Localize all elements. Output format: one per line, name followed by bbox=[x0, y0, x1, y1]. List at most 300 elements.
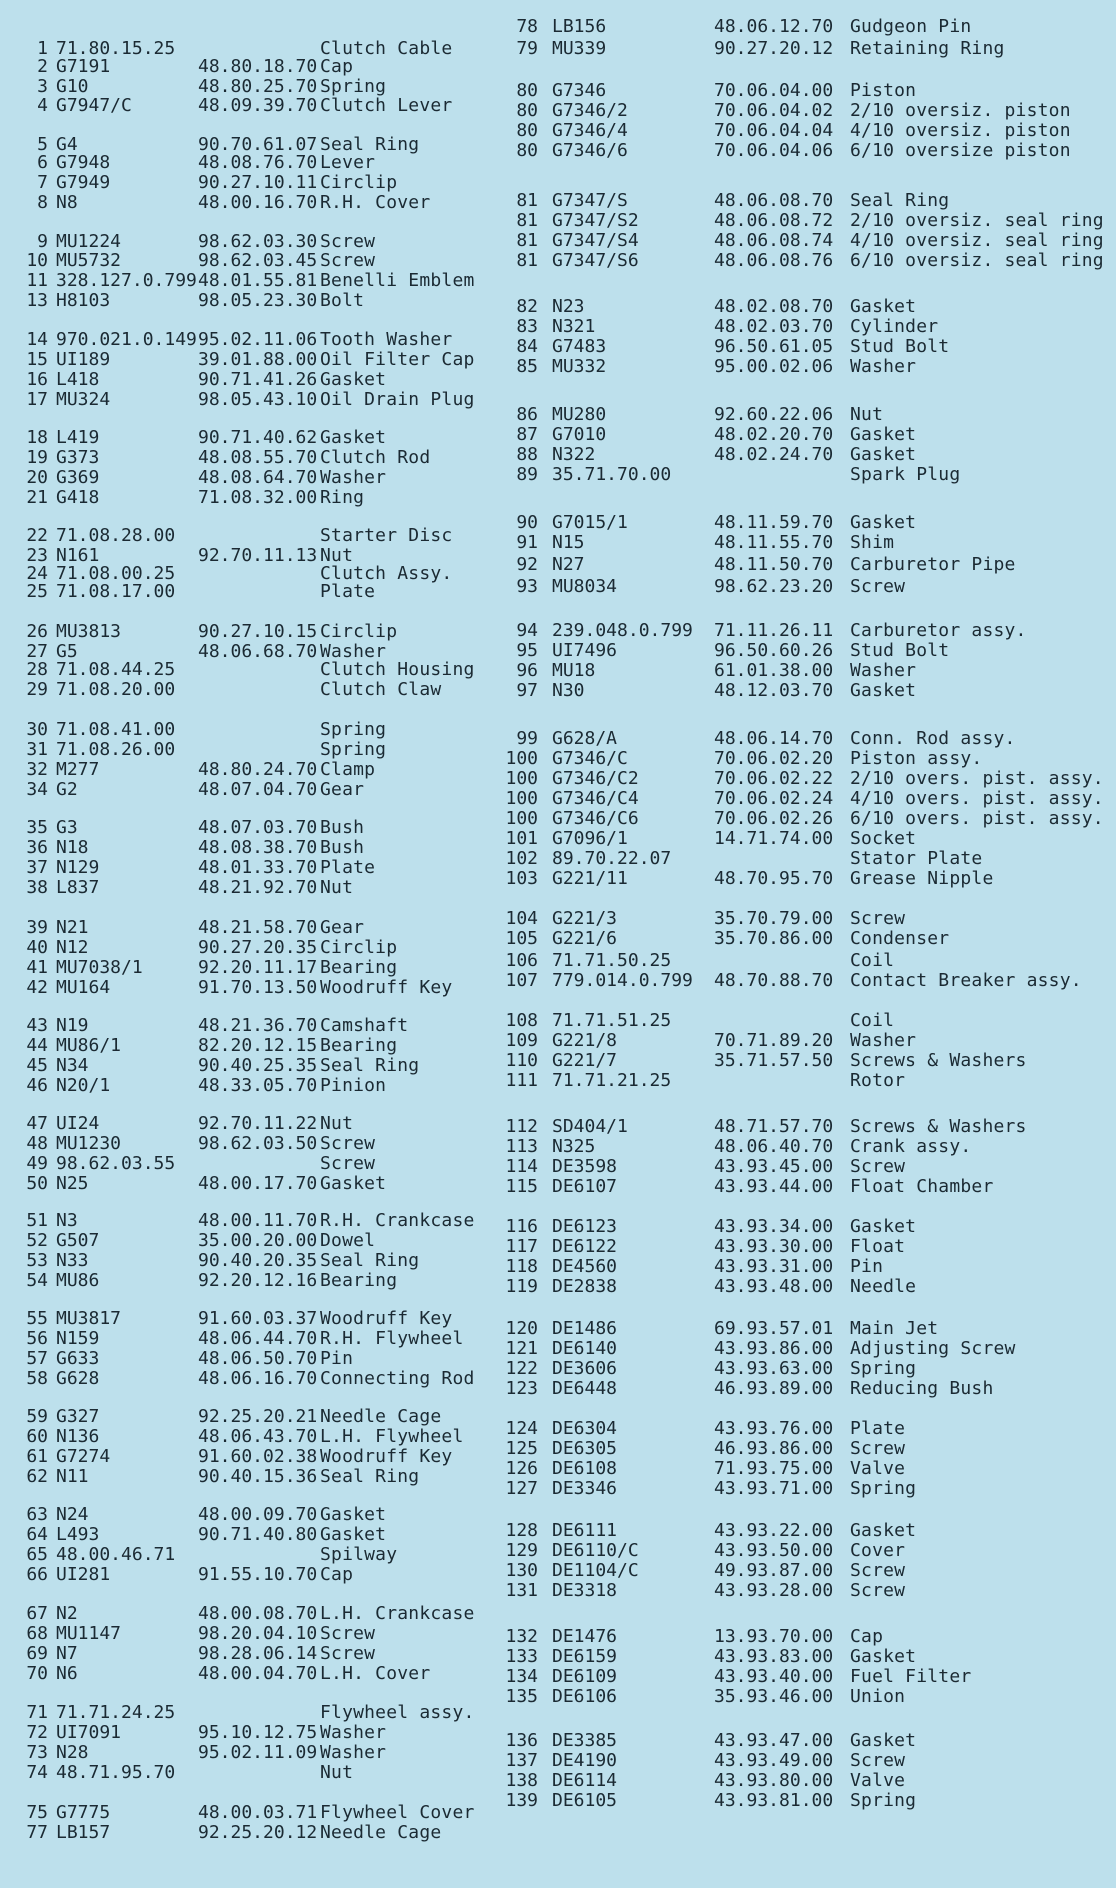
part-row bbox=[500, 464, 1116, 486]
part-code: MU280 bbox=[552, 404, 607, 425]
part-ref-number: 80 bbox=[516, 100, 538, 121]
part-ref-number: 40 bbox=[26, 937, 48, 958]
part-description: Nut bbox=[320, 545, 354, 566]
catalog-number: 48.06.08.74 bbox=[714, 230, 834, 251]
catalog-number: 43.93.28.00 bbox=[714, 1580, 834, 1601]
part-description: Clutch Cable bbox=[320, 38, 453, 59]
part-description: 4/10 overs. pist. assy. bbox=[850, 788, 1104, 809]
part-description: Socket bbox=[850, 828, 917, 849]
part-code: 71.08.20.00 bbox=[56, 679, 176, 700]
catalog-number: 48.00.08.70 bbox=[198, 1603, 318, 1624]
part-ref-number: 32 bbox=[26, 759, 48, 780]
catalog-number: 98.05.43.10 bbox=[198, 389, 318, 410]
catalog-number: 48.06.14.70 bbox=[714, 728, 834, 749]
catalog-number: 90.27.20.12 bbox=[714, 38, 834, 59]
part-ref-number: 80 bbox=[516, 120, 538, 141]
part-code: MU1147 bbox=[56, 1623, 122, 1644]
part-description: Nut bbox=[320, 1762, 354, 1783]
catalog-number: 48.02.24.70 bbox=[714, 444, 834, 465]
catalog-number: 90.40.15.36 bbox=[198, 1466, 318, 1487]
part-description: Screw bbox=[320, 231, 376, 252]
part-row bbox=[500, 424, 1116, 446]
part-code: LB156 bbox=[552, 16, 607, 37]
part-ref-number: 27 bbox=[26, 641, 48, 662]
catalog-number: 92.60.22.06 bbox=[714, 404, 834, 425]
part-ref-number: 16 bbox=[26, 369, 48, 390]
part-ref-number: 84 bbox=[516, 336, 538, 357]
part-row bbox=[0, 1663, 500, 1685]
part-code: G369 bbox=[56, 467, 100, 488]
part-code: 71.80.15.25 bbox=[56, 38, 176, 59]
catalog-number: 43.93.76.00 bbox=[714, 1418, 834, 1439]
part-description: R.H. Flywheel bbox=[320, 1328, 464, 1349]
part-ref-number: 49 bbox=[26, 1153, 48, 1174]
part-code: N2 bbox=[56, 1603, 78, 1624]
part-code: G7346/C bbox=[552, 748, 628, 769]
catalog-number: 43.93.31.00 bbox=[714, 1256, 834, 1277]
part-description: Shim bbox=[850, 532, 895, 553]
part-ref-number: 80 bbox=[516, 140, 538, 161]
part-code: G3 bbox=[56, 817, 78, 838]
part-description: 2/10 overs. pist. assy. bbox=[850, 768, 1104, 789]
part-ref-number: 100 bbox=[505, 748, 538, 769]
part-row bbox=[500, 210, 1116, 232]
part-description: Gasket bbox=[320, 427, 387, 448]
catalog-number: 35.70.79.00 bbox=[714, 908, 834, 929]
part-row bbox=[500, 728, 1116, 750]
part-row bbox=[0, 1446, 500, 1468]
part-code: G7347/S2 bbox=[552, 210, 639, 231]
part-code: MU164 bbox=[56, 977, 111, 998]
part-row bbox=[500, 1560, 1116, 1582]
catalog-number: 90.40.25.35 bbox=[198, 1055, 318, 1076]
part-description: R.H. Crankcase bbox=[320, 1210, 475, 1231]
part-description: 4/10 oversiz. piston bbox=[850, 120, 1071, 141]
part-ref-number: 93 bbox=[516, 576, 538, 597]
part-description: Needle Cage bbox=[320, 1406, 442, 1427]
part-code: MU8034 bbox=[552, 576, 618, 597]
part-ref-number: 132 bbox=[505, 1626, 538, 1647]
part-row bbox=[0, 1603, 500, 1625]
part-row bbox=[0, 487, 500, 509]
part-description: Nut bbox=[320, 1113, 354, 1134]
part-description: Seal Ring bbox=[320, 1250, 420, 1271]
part-row bbox=[0, 1210, 500, 1232]
part-description: Camshaft bbox=[320, 1015, 409, 1036]
part-description: L.H. Cover bbox=[320, 1663, 431, 1684]
part-ref-number: 81 bbox=[516, 210, 538, 231]
part-row bbox=[0, 1075, 500, 1097]
part-ref-number: 4 bbox=[37, 95, 48, 116]
catalog-number: 90.71.41.26 bbox=[198, 369, 318, 390]
catalog-number: 95.00.02.06 bbox=[714, 356, 834, 377]
part-code: DE6305 bbox=[552, 1438, 618, 1459]
part-description: Gasket bbox=[850, 1730, 917, 1751]
part-row bbox=[500, 512, 1116, 534]
catalog-number: 46.93.89.00 bbox=[714, 1378, 834, 1399]
part-ref-number: 72 bbox=[26, 1722, 48, 1743]
part-code: G221/8 bbox=[552, 1030, 618, 1051]
part-description: 4/10 oversiz. seal ring bbox=[850, 230, 1104, 251]
part-code: DE1104/C bbox=[552, 1560, 639, 1581]
part-code: G373 bbox=[56, 447, 100, 468]
part-row bbox=[500, 404, 1116, 426]
part-description: Condenser bbox=[850, 928, 950, 949]
part-row bbox=[0, 1524, 500, 1546]
part-code: MU1230 bbox=[56, 1133, 122, 1154]
part-code: N12 bbox=[56, 937, 89, 958]
part-ref-number: 53 bbox=[26, 1250, 48, 1271]
catalog-number: 48.08.64.70 bbox=[198, 467, 318, 488]
part-code: 98.62.03.55 bbox=[56, 1153, 176, 1174]
part-row bbox=[500, 38, 1116, 60]
part-ref-number: 57 bbox=[26, 1348, 48, 1369]
part-code: DE3385 bbox=[552, 1730, 618, 1751]
part-code: N27 bbox=[552, 554, 585, 575]
part-description: Seal Ring bbox=[320, 1055, 420, 1076]
catalog-number: 98.05.23.30 bbox=[198, 290, 318, 311]
catalog-number: 43.93.22.00 bbox=[714, 1520, 834, 1541]
part-description: Spark Plug bbox=[850, 464, 961, 485]
part-code: 48.00.46.71 bbox=[56, 1544, 176, 1565]
part-ref-number: 118 bbox=[505, 1256, 538, 1277]
part-ref-number: 95 bbox=[516, 640, 538, 661]
part-code: H8103 bbox=[56, 290, 111, 311]
part-row bbox=[0, 1426, 500, 1448]
catalog-number: 98.20.04.10 bbox=[198, 1623, 318, 1644]
catalog-number: 48.06.50.70 bbox=[198, 1348, 318, 1369]
part-code: N34 bbox=[56, 1055, 89, 1076]
part-description: Reducing Bush bbox=[850, 1378, 994, 1399]
part-ref-number: 65 bbox=[26, 1544, 48, 1565]
part-description: Union bbox=[850, 1686, 906, 1707]
part-ref-number: 97 bbox=[516, 680, 538, 701]
part-ref-number: 67 bbox=[26, 1603, 48, 1624]
part-code: G327 bbox=[56, 1406, 100, 1427]
catalog-number: 95.10.12.75 bbox=[198, 1722, 318, 1743]
part-code: G10 bbox=[56, 76, 89, 97]
part-description: Gasket bbox=[320, 1504, 387, 1525]
part-description: Stator Plate bbox=[850, 848, 983, 869]
catalog-number: 48.02.08.70 bbox=[714, 296, 834, 317]
part-description: L.H. Flywheel bbox=[320, 1426, 464, 1447]
part-ref-number: 26 bbox=[26, 621, 48, 642]
part-description: Woodruff Key bbox=[320, 1308, 453, 1329]
part-code: 71.08.26.00 bbox=[56, 739, 176, 760]
part-row bbox=[0, 1133, 500, 1155]
part-description: Bush bbox=[320, 837, 365, 858]
part-description: Needle bbox=[850, 1276, 917, 1297]
part-ref-number: 107 bbox=[505, 970, 538, 991]
part-code: G628 bbox=[56, 1368, 100, 1389]
part-code: DE6123 bbox=[552, 1216, 618, 1237]
part-row bbox=[500, 336, 1116, 358]
part-description: Dowel bbox=[320, 1230, 376, 1251]
part-ref-number: 104 bbox=[505, 908, 538, 929]
catalog-number: 91.60.03.37 bbox=[198, 1308, 318, 1329]
part-ref-number: 18 bbox=[26, 427, 48, 448]
part-code: G7347/S4 bbox=[552, 230, 639, 251]
catalog-number: 43.93.44.00 bbox=[714, 1176, 834, 1197]
catalog-number: 98.62.03.30 bbox=[198, 231, 318, 252]
part-description: Rotor bbox=[850, 1070, 906, 1091]
part-ref-number: 122 bbox=[505, 1358, 538, 1379]
part-ref-number: 136 bbox=[505, 1730, 538, 1751]
part-ref-number: 111 bbox=[505, 1070, 538, 1091]
part-ref-number: 139 bbox=[505, 1790, 538, 1811]
part-description: Nut bbox=[320, 877, 354, 898]
part-code: MU3817 bbox=[56, 1308, 122, 1329]
catalog-number: 90.27.20.35 bbox=[198, 937, 318, 958]
catalog-number: 48.33.05.70 bbox=[198, 1075, 318, 1096]
part-row bbox=[500, 970, 1116, 992]
catalog-number: 48.21.58.70 bbox=[198, 917, 318, 938]
part-ref-number: 62 bbox=[26, 1466, 48, 1487]
part-description: Screw bbox=[850, 576, 906, 597]
part-code: G7346/C2 bbox=[552, 768, 639, 789]
part-code: 239.048.0.799 bbox=[552, 620, 693, 641]
catalog-number: 95.02.11.09 bbox=[198, 1742, 318, 1763]
part-description: Nut bbox=[850, 404, 884, 425]
part-code: DE6304 bbox=[552, 1418, 618, 1439]
part-ref-number: 52 bbox=[26, 1230, 48, 1251]
part-code: N25 bbox=[56, 1173, 89, 1194]
part-ref-number: 70 bbox=[26, 1663, 48, 1684]
catalog-number: 48.01.55.81 bbox=[198, 270, 318, 291]
part-code: DE2838 bbox=[552, 1276, 618, 1297]
part-description: Circlip bbox=[320, 937, 398, 958]
part-description: Screw bbox=[320, 1623, 376, 1644]
part-code: G7191 bbox=[56, 56, 111, 77]
part-ref-number: 90 bbox=[516, 512, 538, 533]
part-ref-number: 44 bbox=[26, 1035, 48, 1056]
part-description: Pinion bbox=[320, 1075, 387, 1096]
part-row bbox=[0, 1015, 500, 1037]
part-row bbox=[0, 1762, 500, 1784]
part-code: N3 bbox=[56, 1210, 78, 1231]
part-row bbox=[0, 759, 500, 781]
catalog-number: 70.06.02.24 bbox=[714, 788, 834, 809]
part-row bbox=[500, 140, 1116, 162]
part-row bbox=[0, 1035, 500, 1057]
part-code: N15 bbox=[552, 532, 585, 553]
catalog-number: 90.40.20.35 bbox=[198, 1250, 318, 1271]
part-code: DE3346 bbox=[552, 1478, 618, 1499]
part-description: Washer bbox=[320, 641, 387, 662]
part-ref-number: 29 bbox=[26, 679, 48, 700]
part-ref-number: 45 bbox=[26, 1055, 48, 1076]
catalog-number: 90.71.40.80 bbox=[198, 1524, 318, 1545]
catalog-number: 48.80.25.70 bbox=[198, 76, 318, 97]
part-ref-number: 46 bbox=[26, 1075, 48, 1096]
part-ref-number: 110 bbox=[505, 1050, 538, 1071]
part-description: Washer bbox=[320, 1722, 387, 1743]
part-ref-number: 28 bbox=[26, 659, 48, 680]
catalog-number: 91.55.10.70 bbox=[198, 1564, 318, 1585]
part-row bbox=[0, 250, 500, 272]
part-row bbox=[500, 532, 1116, 554]
catalog-number: 43.93.40.00 bbox=[714, 1666, 834, 1687]
catalog-number: 70.71.89.20 bbox=[714, 1030, 834, 1051]
part-row bbox=[500, 1520, 1116, 1542]
part-row bbox=[0, 152, 500, 174]
part-ref-number: 99 bbox=[516, 728, 538, 749]
part-code: MU1224 bbox=[56, 231, 122, 252]
part-ref-number: 20 bbox=[26, 467, 48, 488]
part-row bbox=[500, 1216, 1116, 1238]
part-ref-number: 30 bbox=[26, 719, 48, 740]
part-row bbox=[0, 779, 500, 801]
part-description: Spring bbox=[320, 719, 387, 740]
part-description: Grease Nipple bbox=[850, 868, 994, 889]
part-row bbox=[500, 660, 1116, 682]
part-description: Oil Drain Plug bbox=[320, 389, 475, 410]
part-code: DE6122 bbox=[552, 1236, 618, 1257]
part-code: DE6110/C bbox=[552, 1540, 639, 1561]
catalog-number: 48.06.68.70 bbox=[198, 641, 318, 662]
part-ref-number: 48 bbox=[26, 1133, 48, 1154]
part-description: Lever bbox=[320, 152, 376, 173]
part-ref-number: 87 bbox=[516, 424, 538, 445]
part-code: UI7496 bbox=[552, 640, 618, 661]
part-ref-number: 112 bbox=[505, 1116, 538, 1137]
part-ref-number: 42 bbox=[26, 977, 48, 998]
part-row bbox=[500, 1730, 1116, 1752]
part-code: G4 bbox=[56, 134, 78, 155]
catalog-number: 46.93.86.00 bbox=[714, 1438, 834, 1459]
part-description: Flywheel assy. bbox=[320, 1702, 475, 1723]
part-row bbox=[0, 1722, 500, 1744]
part-row bbox=[500, 680, 1116, 702]
part-code: DE4190 bbox=[552, 1750, 618, 1771]
part-code: 48.71.95.70 bbox=[56, 1762, 176, 1783]
catalog-number: 70.06.02.20 bbox=[714, 748, 834, 769]
part-description: Cylinder bbox=[850, 316, 939, 337]
part-ref-number: 3 bbox=[37, 76, 48, 97]
part-code: MU86 bbox=[56, 1270, 100, 1291]
part-code: G628/A bbox=[552, 728, 618, 749]
part-code: DE6448 bbox=[552, 1378, 618, 1399]
part-code: G5 bbox=[56, 641, 78, 662]
part-row bbox=[0, 1504, 500, 1526]
part-row bbox=[0, 192, 500, 214]
part-code: N321 bbox=[552, 316, 596, 337]
part-row bbox=[0, 1250, 500, 1272]
part-row bbox=[0, 1270, 500, 1292]
part-row bbox=[0, 857, 500, 879]
part-ref-number: 92 bbox=[516, 554, 538, 575]
catalog-number: 48.11.59.70 bbox=[714, 512, 834, 533]
part-ref-number: 121 bbox=[505, 1338, 538, 1359]
part-description: Clamp bbox=[320, 759, 376, 780]
part-code: N24 bbox=[56, 1504, 89, 1525]
part-code: MU18 bbox=[552, 660, 596, 681]
part-row bbox=[500, 316, 1116, 338]
part-ref-number: 38 bbox=[26, 877, 48, 898]
part-row bbox=[0, 621, 500, 643]
part-row bbox=[0, 837, 500, 859]
catalog-number: 71.08.32.00 bbox=[198, 487, 318, 508]
part-row bbox=[500, 1256, 1116, 1278]
part-row bbox=[0, 56, 500, 78]
part-row bbox=[0, 525, 500, 547]
part-code: DE6107 bbox=[552, 1176, 618, 1197]
catalog-number: 43.93.50.00 bbox=[714, 1540, 834, 1561]
part-code: UI281 bbox=[56, 1564, 111, 1585]
part-row bbox=[500, 230, 1116, 252]
part-description: Seal Ring bbox=[320, 134, 420, 155]
part-code: MU86/1 bbox=[56, 1035, 122, 1056]
part-description: Coil bbox=[850, 950, 895, 971]
catalog-number: 13.93.70.00 bbox=[714, 1626, 834, 1647]
part-row bbox=[0, 739, 500, 761]
part-description: Cap bbox=[320, 1564, 354, 1585]
catalog-number: 48.08.76.70 bbox=[198, 152, 318, 173]
part-code: G7948 bbox=[56, 152, 111, 173]
catalog-number: 71.93.75.00 bbox=[714, 1458, 834, 1479]
part-description: Screws & Washers bbox=[850, 1116, 1027, 1137]
part-row bbox=[0, 719, 500, 741]
catalog-number: 71.11.26.11 bbox=[714, 620, 834, 641]
part-row bbox=[500, 848, 1116, 870]
part-row bbox=[0, 1643, 500, 1665]
part-description: Spring bbox=[850, 1790, 917, 1811]
part-ref-number: 133 bbox=[505, 1646, 538, 1667]
part-row bbox=[500, 1176, 1116, 1198]
part-row bbox=[0, 1173, 500, 1195]
part-row bbox=[500, 1318, 1116, 1340]
part-description: Gudgeon Pin bbox=[850, 16, 972, 37]
part-ref-number: 79 bbox=[516, 38, 538, 59]
catalog-number: 82.20.12.15 bbox=[198, 1035, 318, 1056]
part-ref-number: 75 bbox=[26, 1802, 48, 1823]
part-row bbox=[0, 1113, 500, 1135]
part-description: Carburetor assy. bbox=[850, 620, 1027, 641]
part-code: G7347/S bbox=[552, 190, 628, 211]
catalog-number: 70.06.04.04 bbox=[714, 120, 834, 141]
catalog-number: 90.70.61.07 bbox=[198, 134, 318, 155]
part-description: Gasket bbox=[850, 296, 917, 317]
part-description: Retaining Ring bbox=[850, 38, 1005, 59]
part-code: MU332 bbox=[552, 356, 607, 377]
part-row bbox=[500, 950, 1116, 972]
part-code: N7 bbox=[56, 1643, 78, 1664]
part-code: DE1486 bbox=[552, 1318, 618, 1339]
catalog-number: 70.06.02.22 bbox=[714, 768, 834, 789]
part-code: UI24 bbox=[56, 1113, 100, 1134]
part-ref-number: 5 bbox=[37, 134, 48, 155]
part-row bbox=[0, 917, 500, 939]
part-code: N30 bbox=[552, 680, 585, 701]
part-row bbox=[0, 1822, 500, 1844]
part-ref-number: 24 bbox=[26, 563, 48, 584]
part-description: Woodruff Key bbox=[320, 1446, 453, 1467]
catalog-number: 91.70.13.50 bbox=[198, 977, 318, 998]
part-row bbox=[500, 250, 1116, 272]
part-code: 71.71.21.25 bbox=[552, 1070, 672, 1091]
part-row bbox=[500, 1236, 1116, 1258]
part-description: Screw bbox=[320, 250, 376, 271]
part-row bbox=[0, 1623, 500, 1645]
part-row bbox=[500, 788, 1116, 810]
part-code: N136 bbox=[56, 1426, 100, 1447]
catalog-number: 92.20.11.17 bbox=[198, 957, 318, 978]
part-code: DE6108 bbox=[552, 1458, 618, 1479]
part-row bbox=[0, 1406, 500, 1428]
part-code: N6 bbox=[56, 1663, 78, 1684]
part-description: 6/10 oversize piston bbox=[850, 140, 1071, 161]
part-code: N19 bbox=[56, 1015, 89, 1036]
